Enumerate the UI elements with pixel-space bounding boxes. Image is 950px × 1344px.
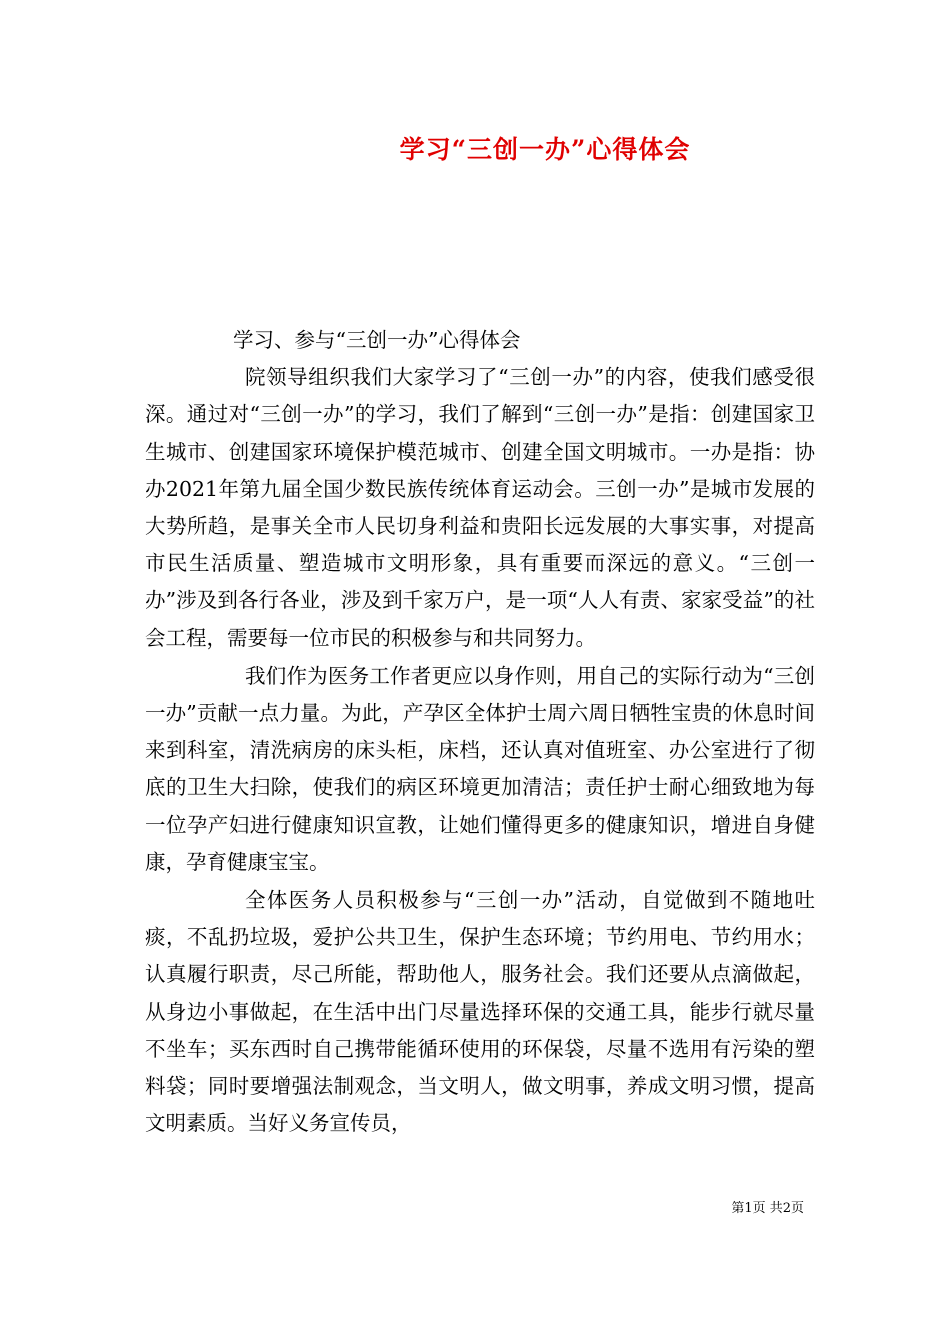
document-subtitle: 学习、参与“三创一办”心得体会 <box>233 328 521 352</box>
document-body <box>145 322 815 1143</box>
body-paragraph-1: 院领导组织我们大家学习了“三创一办”的内容，使我们感受很深。通过对“三创一办”的学习，我们了解到“三创一办”是指：创建国家卫生城市、创建国家环境保护模范城市、创建全国文明城市。一办是指：协办2021年第九届全国少数民族传统体育运动会。三创一办”是城市发展的大势所趋，是事关全市人民切身利益和贵阳长远发展的大事实事，对提高市民生活质量、塑造城市文明形象，具有重要而深远的意义。“三创一办”涉及到各行各业，涉及到千家万户，是一项“人人有责、家家受益”的社会工程，需要每一位市民的积极参与和共同努力。 <box>145 365 815 650</box>
document-title: 学习“三创一办”心得体会 <box>399 135 691 164</box>
body-paragraph-3: 全体医务人员积极参与“三创一办”活动，自觉做到不随地吐痰，不乱扔垃圾，爱护公共卫生，保护生态环境；节约用电、节约用水；认真履行职责，尽己所能，帮助他人，服务社会。我们还要从点滴做起，从身边小事做起，在生活中出门尽量选择环保的交通工具，能步行就尽量不坐车；买东西时自己携带能循环使用的环保袋，尽量不选用有污染的塑料袋；同时要增强法制观念，当文明人，做文明事，养成文明习惯，提高文明素质。当好义务宣传员， <box>145 888 815 1136</box>
body-paragraph-2: 我们作为医务工作者更应以身作则，用自己的实际行动为“三创一办”贡献一点力量。为此，产孕区全体护士周六周日牺牲宝贵的休息时间来到科室，清洗病房的床头柜，床档，还认真对值班室、办公室进行了彻底的卫生大扫除，使我们的病区环境更加清洁；责任护士耐心细致地为每一位孕产妇进行健康知识宣教，让她们懂得更多的健康知识，增进自身健康，孕育健康宝宝。 <box>145 663 815 874</box>
page-number-footer: 第1页 共2页 <box>731 1201 804 1216</box>
